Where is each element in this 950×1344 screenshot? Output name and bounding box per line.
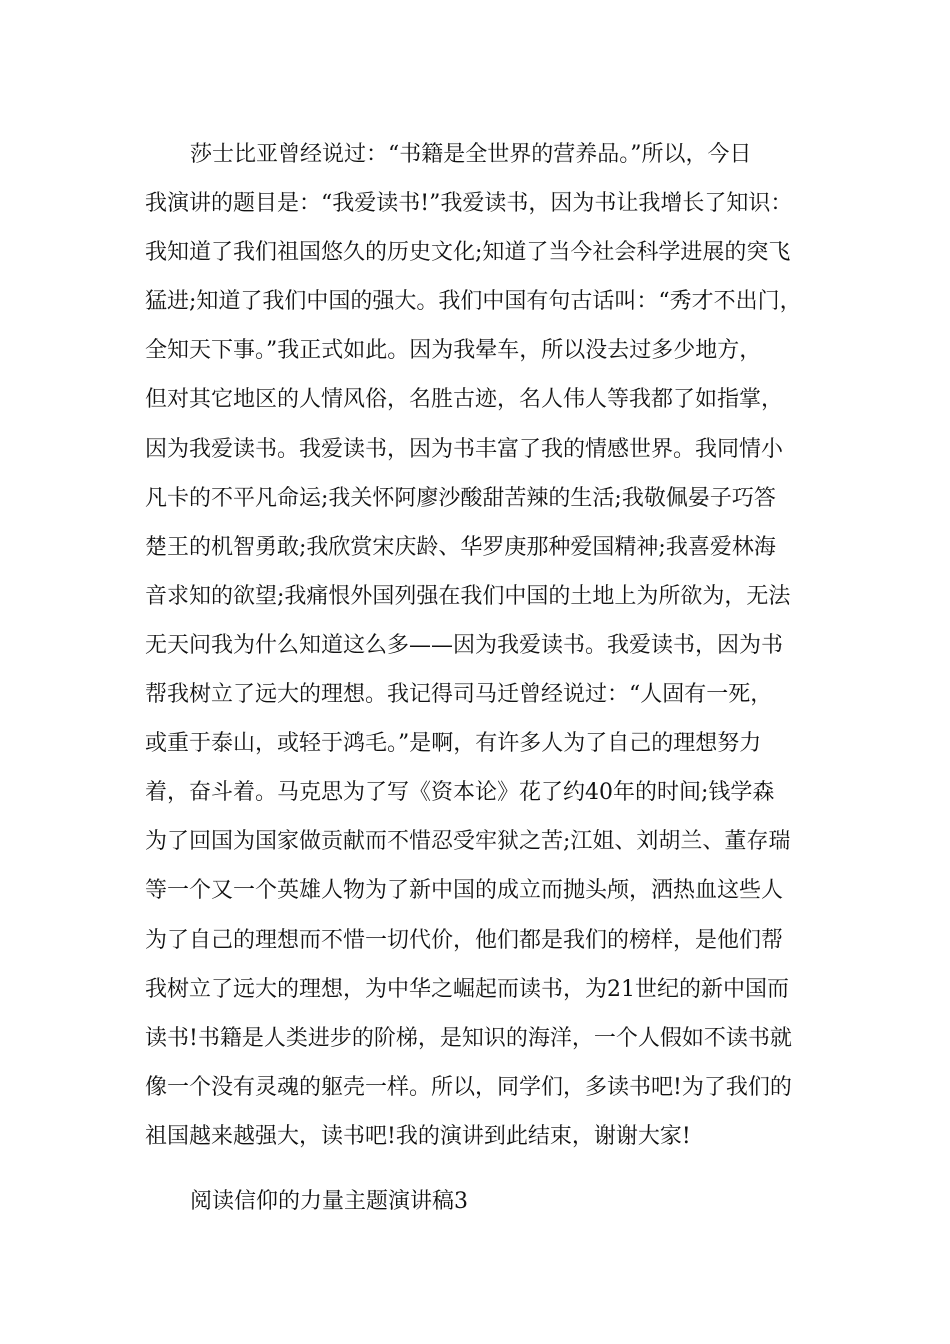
paragraph-line-20: 像一个没有灵魂的躯壳一样。所以，同学们，多读书吧!为了我们的 [145,1074,792,1100]
paragraph-line-3: 我知道了我们祖国悠久的历史文化;知道了当今社会科学进展的突飞 [145,240,791,266]
paragraph-line-13: 或重于泰山，或轻于鸿毛。”是啊，有许多人为了自己的理想努力 [145,731,762,757]
paragraph-line-19: 读书!书籍是人类进步的阶梯，是知识的海洋，一个人假如不读书就 [145,1025,792,1051]
paragraph-line-21: 祖国越来越强大，读书吧!我的演讲到此结束，谢谢大家! [145,1123,691,1149]
speech-paragraph [145,130,815,1161]
paragraph-line-12: 帮我树立了远大的理想。我记得司马迁曾经说过：“人固有一死， [145,682,773,708]
section-heading: 阅读信仰的力量主题演讲稿3 [190,1189,468,1214]
paragraph-line-10: 音求知的欲望;我痛恨外国列强在我们中国的土地上为所欲为，无法 [145,583,791,609]
paragraph-line-11: 无天问我为什么知道这么多——因为我爱读书。我爱读书，因为书 [145,632,784,658]
paragraph-line-9: 楚王的机智勇敢;我欣赏宋庆龄、华罗庚那种爱国精神;我喜爱林海 [145,534,776,560]
paragraph-line-5: 全知天下事。”我正式如此。因为我晕车，所以没去过多少地方， [145,338,762,364]
paragraph-line-4: 猛进;知道了我们中国的强大。我们中国有句古话叫：“秀才不出门， [145,289,802,315]
paragraph-line-8: 凡卡的不平凡命运;我关怀阿廖沙酸甜苦辣的生活;我敬佩晏子巧答 [145,485,776,511]
paragraph-line-14: 着，奋斗着。马克思为了写《资本论》花了约40年的时间;钱学森 [145,780,775,806]
paragraph-line-1: 莎士比亚曾经说过：“书籍是全世界的营养品。”所以，今日 [190,142,752,167]
paragraph-line-7: 因为我爱读书。我爱读书，因为书丰富了我的情感世界。我同情小 [145,436,784,462]
paragraph-line-16: 等一个又一个英雄人物为了新中国的成立而抛头颅，洒热血这些人 [145,878,784,904]
paragraph-line-17: 为了自己的理想而不惜一切代价，他们都是我们的榜样，是他们帮 [145,927,784,953]
paragraph-line-2: 我演讲的题目是：“我爱读书!”我爱读书，因为书让我增长了知识： [145,191,793,217]
paragraph-line-6: 但对其它地区的人情风俗，名胜古迹，名人伟人等我都了如指掌， [145,387,784,413]
paragraph-line-15: 为了回国为国家做贡献而不惜忍受牢狱之苦;江姐、刘胡兰、董存瑞 [145,829,791,855]
paragraph-line-18: 我树立了远大的理想，为中华之崛起而读书，为21世纪的新中国而 [145,976,789,1002]
